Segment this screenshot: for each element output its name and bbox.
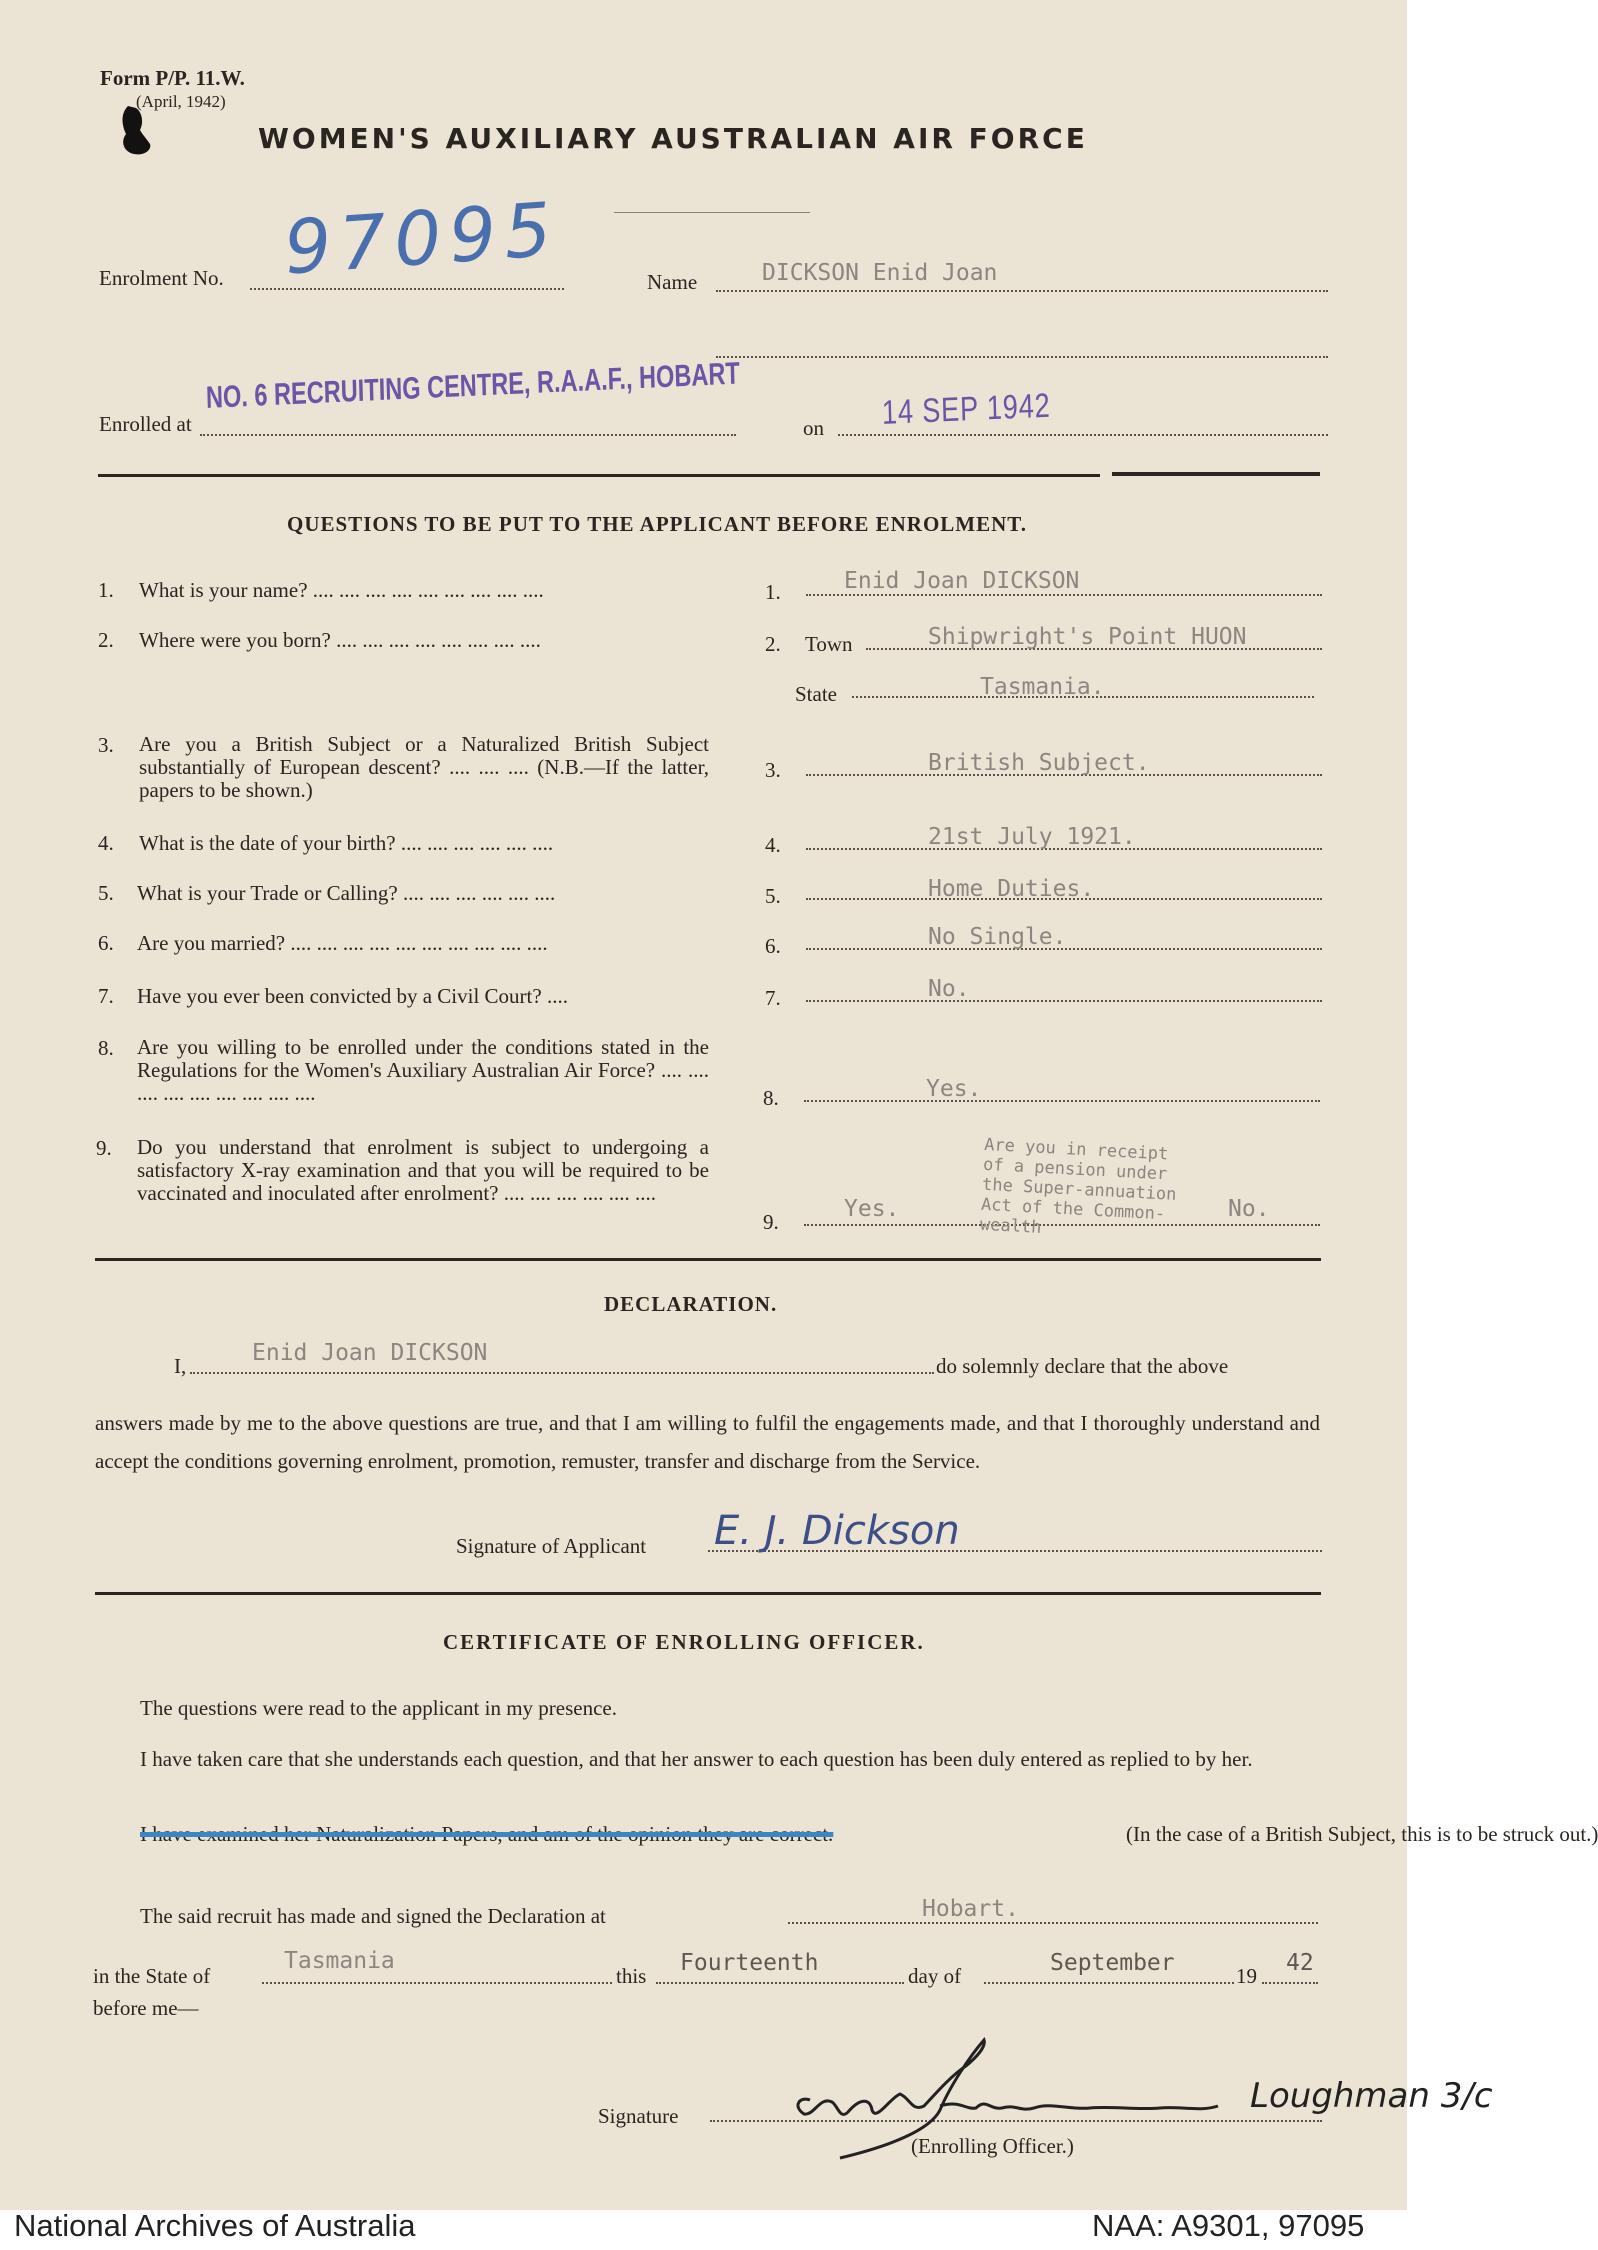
year-line bbox=[1262, 1982, 1318, 1984]
day-value: Fourteenth bbox=[680, 1950, 819, 1976]
declaration-text-end: do solemnly declare that the above bbox=[936, 1354, 1229, 1378]
q5-text: What is your Trade or Calling? .... .... .... .... .... .... bbox=[137, 881, 556, 905]
a9-number: 9. bbox=[763, 1210, 779, 1234]
certificate-p1: The questions were read to the applicant in my presence. bbox=[140, 1696, 617, 1720]
state-of-label: in the State of bbox=[93, 1964, 211, 1988]
date-stamp: 14 SEP 1942 bbox=[881, 386, 1052, 432]
a4-number: 4. bbox=[765, 833, 781, 857]
a6-number: 6. bbox=[765, 934, 781, 958]
a5-answer: Home Duties. bbox=[928, 876, 1095, 902]
q1-number: 1. bbox=[98, 578, 114, 602]
q8-number: 8. bbox=[98, 1036, 114, 1060]
before-me: before me— bbox=[93, 1996, 199, 2020]
enrolled-at-label: Enrolled at bbox=[99, 412, 192, 436]
town-answer: Shipwright's Point HUON bbox=[928, 624, 1247, 650]
short-divider bbox=[614, 212, 810, 213]
ink-blot bbox=[116, 104, 156, 156]
day-line bbox=[656, 1982, 904, 1984]
a9-answer: Yes. bbox=[844, 1196, 900, 1222]
certificate-p4: The said recruit has made and signed the Declaration at bbox=[140, 1904, 606, 1928]
section-rule-1 bbox=[98, 474, 1100, 477]
place-value: Hobart. bbox=[922, 1896, 1019, 1922]
this-label: this bbox=[616, 1964, 647, 1988]
section-rule-2 bbox=[95, 1258, 1321, 1261]
q5-number: 5. bbox=[98, 881, 114, 905]
q4-text: What is the date of your birth? .... .... .... .... .... .... bbox=[139, 831, 554, 855]
q2-text: Where were you born? .... .... .... .... .... .... .... .... bbox=[139, 628, 541, 652]
applicant-signature-label: Signature of Applicant bbox=[456, 1534, 647, 1558]
place-line bbox=[788, 1922, 1318, 1924]
certificate-p3-rest: (In the case of a British Subject, this is to be struck out.) bbox=[1126, 1822, 1598, 1846]
a4-answer: 21st July 1921. bbox=[928, 824, 1136, 850]
officer-signature-label: Signature bbox=[598, 2104, 679, 2128]
a6-answer: No Single. bbox=[928, 924, 1067, 950]
q6-text: Are you married? .... .... .... .... .... .... .... .... .... .... bbox=[137, 931, 548, 955]
footer-reference: NAA: A9301, 97095 bbox=[1092, 2208, 1365, 2243]
name-label: Name bbox=[647, 270, 698, 294]
q7-text: Have you ever been convicted by a Civil Court? .... bbox=[137, 984, 568, 1008]
name-line bbox=[716, 290, 1328, 292]
a1-number: 1. bbox=[765, 580, 781, 604]
day-of-label: day of bbox=[908, 1964, 962, 1988]
a3-answer: British Subject. bbox=[928, 750, 1150, 776]
town-label: Town bbox=[805, 632, 853, 656]
a2-number: 2. bbox=[765, 632, 781, 656]
month-line bbox=[984, 1982, 1234, 1984]
certificate-heading: CERTIFICATE OF ENROLLING OFFICER. bbox=[443, 1630, 925, 1654]
form-number: Form P/P. 11.W. bbox=[100, 66, 245, 90]
declaration-name: Enid Joan DICKSON bbox=[252, 1340, 488, 1366]
year-value: 42 bbox=[1286, 1950, 1314, 1976]
state-answer: Tasmania. bbox=[980, 674, 1105, 700]
year-prefix: 19 bbox=[1236, 1964, 1257, 1988]
pension-answer: No. bbox=[1228, 1196, 1270, 1222]
a8-number: 8. bbox=[763, 1086, 779, 1110]
enrolment-number: 97095 bbox=[281, 186, 563, 292]
a8-answer: Yes. bbox=[926, 1076, 982, 1102]
state-of-value: Tasmania bbox=[284, 1948, 395, 1974]
declaration-i: I, bbox=[174, 1354, 187, 1378]
q9-text: Do you understand that enrolment is subject to undergoing a satisfactory X-ray examination and that you will be required to be vaccinated and inoculated after enrolment? .... .... .... .... .... .... bbox=[137, 1135, 709, 1205]
form-date: (April, 1942) bbox=[136, 92, 226, 111]
q3-text: Are you a British Subject or a Naturalized British Subject substantially of European descent? .... .... .... (N.B.—If the latter, papers to be shown.) bbox=[139, 732, 709, 802]
state-label: State bbox=[795, 682, 837, 706]
q7-number: 7. bbox=[98, 984, 114, 1008]
recruiting-centre-stamp: NO. 6 RECRUITING CENTRE, R.A.A.F., HOBART bbox=[205, 355, 741, 415]
a1-answer: Enid Joan DICKSON bbox=[844, 568, 1080, 594]
a5-number: 5. bbox=[765, 884, 781, 908]
q4-number: 4. bbox=[98, 831, 114, 855]
certificate-p2: I have taken care that she understands each question, and that her answer to each question has been duly entered as replied to by her. bbox=[140, 1747, 1253, 1771]
on-label: on bbox=[803, 416, 824, 440]
a7-answer: No. bbox=[928, 976, 970, 1002]
name-value: DICKSON Enid Joan bbox=[762, 260, 998, 286]
name-line-2 bbox=[716, 356, 1328, 358]
a3-number: 3. bbox=[765, 758, 781, 782]
a7-line bbox=[806, 1000, 1322, 1002]
section-rule-3 bbox=[95, 1592, 1321, 1595]
month-value: September bbox=[1050, 1950, 1175, 1976]
form-title: WOMEN'S AUXILIARY AUSTRALIAN AIR FORCE bbox=[258, 122, 1088, 155]
pension-note: Are you in receipt of a pension under the Super-annuation Act of the Common-wealth bbox=[979, 1134, 1177, 1238]
questions-heading: QUESTIONS TO BE PUT TO THE APPLICANT BEFORE ENROLMENT. bbox=[287, 512, 1027, 536]
a7-number: 7. bbox=[765, 986, 781, 1010]
declaration-body: answers made by me to the above questions are true, and that I am willing to fulfil the engagements made, and that I thoroughly understand and accept the conditions governing enrolment, promotion, remuster, transfer and discharge from the Service. bbox=[95, 1411, 1320, 1473]
footer-archive-name: National Archives of Australia bbox=[14, 2208, 416, 2243]
a8-line bbox=[804, 1100, 1320, 1102]
section-rule-1b bbox=[1112, 472, 1320, 476]
q2-number: 2. bbox=[98, 628, 114, 652]
declaration-heading: DECLARATION. bbox=[604, 1292, 778, 1316]
officer-signature: Loughman 3/c bbox=[1250, 2076, 1493, 2116]
enrolled-at-line bbox=[200, 434, 736, 436]
q8-text: Are you willing to be enrolled under the conditions stated in the Regulations for the Women's Auxiliary Australian Air Force? .... .... .... .... .... .... .... .... .... bbox=[137, 1035, 709, 1105]
q3-number: 3. bbox=[98, 733, 114, 757]
enrolment-label: Enrolment No. bbox=[99, 266, 224, 290]
q1-text: What is your name? .... .... .... .... .... .... .... .... .... bbox=[139, 578, 544, 602]
date-line bbox=[838, 434, 1328, 436]
declaration-name-line bbox=[190, 1372, 934, 1374]
applicant-signature: E. J. Dickson bbox=[714, 1508, 960, 1554]
a1-line bbox=[806, 594, 1322, 596]
state-of-line bbox=[262, 1982, 612, 1984]
certificate-p3-struck: I have examined her Naturalization Papers, and am of the opinion they are correct. bbox=[140, 1822, 834, 1846]
q6-number: 6. bbox=[98, 931, 114, 955]
q9-number: 9. bbox=[96, 1136, 112, 1160]
enrolling-officer-label: (Enrolling Officer.) bbox=[911, 2134, 1074, 2158]
